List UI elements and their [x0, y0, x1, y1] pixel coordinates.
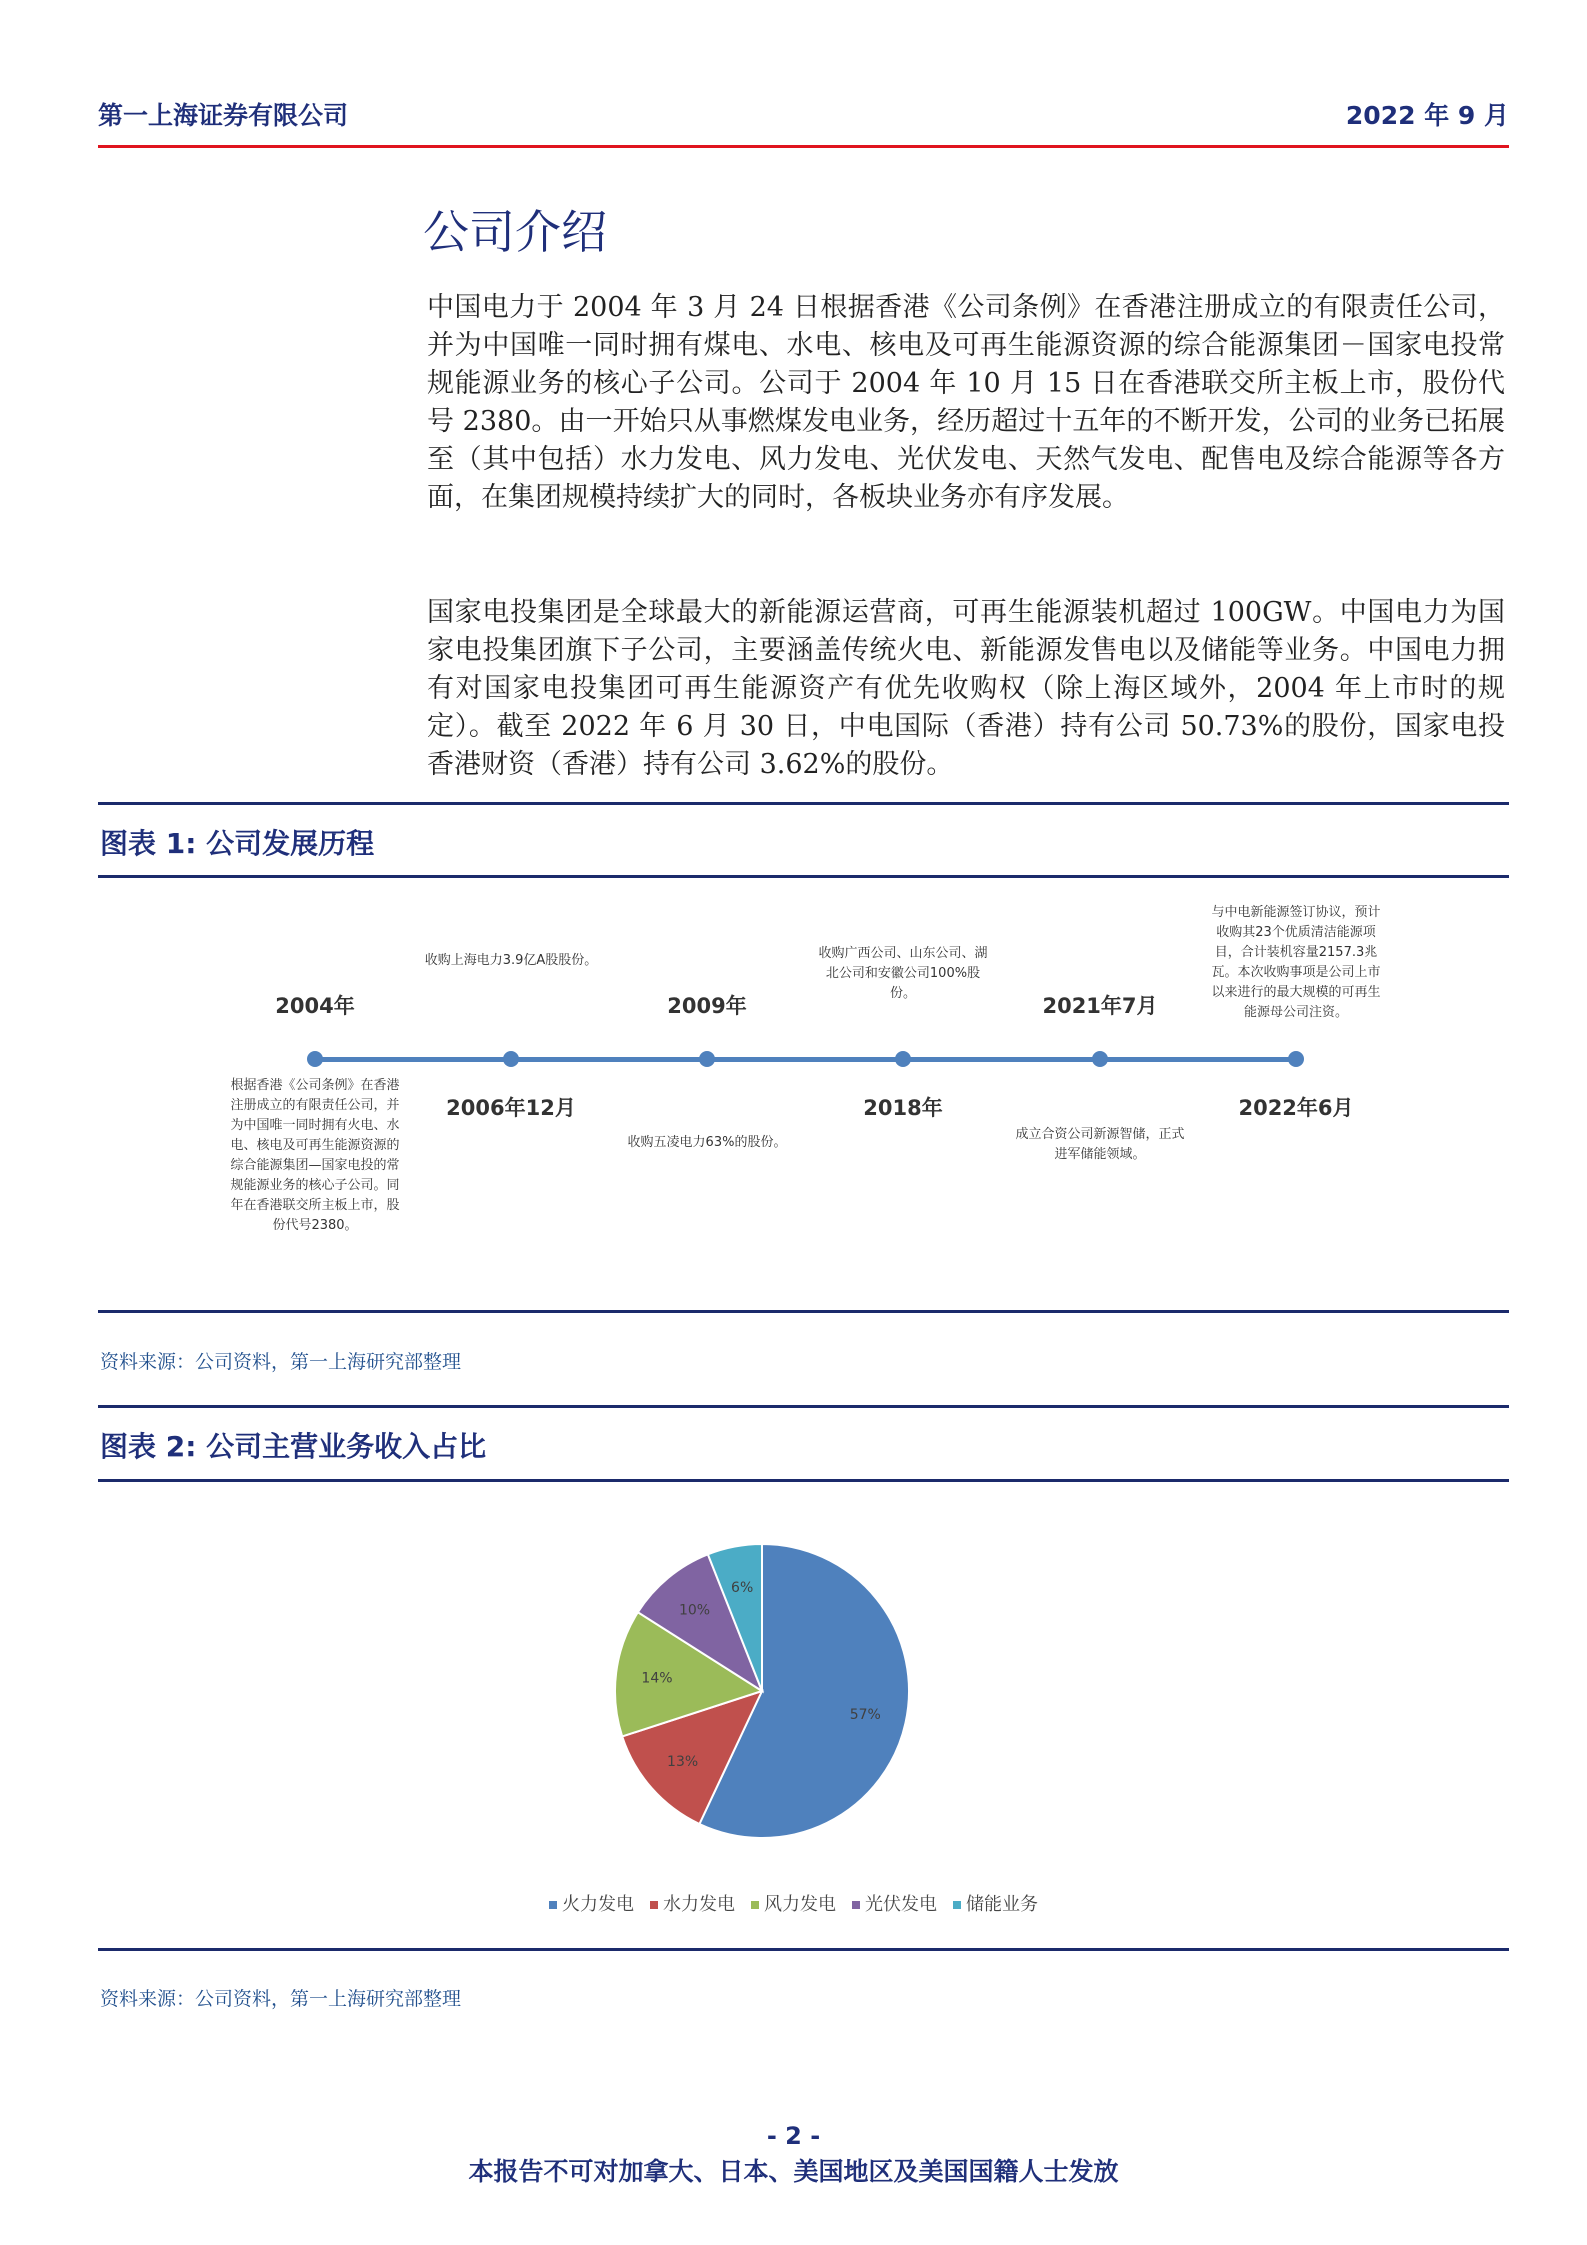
timeline-axis: [315, 1057, 1296, 1062]
pie-data-label: 57%: [849, 1707, 881, 1724]
legend-item: [852, 1894, 937, 1915]
figure1-title: 图表 1: 公司发展历程: [100, 827, 375, 860]
figure2-source: 资料来源：公司资料，第一上海研究部整理: [100, 1988, 462, 2010]
page-number: - 2 -: [766, 2122, 821, 2150]
timeline-node: [307, 1051, 323, 1067]
timeline-event-text: 收购上海电力3.9亿A股股份。: [424, 953, 598, 968]
timeline-date: 2004年: [275, 994, 355, 1018]
pie-data-label: 10%: [678, 1602, 711, 1619]
section-title: 公司介绍: [423, 205, 607, 259]
chart-legend: [0, 1890, 1587, 1916]
divider: [98, 1310, 1509, 1313]
timeline-event-text: 收购五凌电力63%的股份。: [627, 1135, 787, 1150]
paragraph-1: 中国电力于 2004 年 3 月 24 日根据香港《公司条例》在香港注册成立的有限责任公司，并为中国唯一同时拥有煤电、水电、核电及可再生能源资源的综合能源集团－国家电投常规能源业务的核心子公司。公司于 2004 年 10 月 15 日在香港联交所主板上市，股份代号 2380。由一开始只从事燃煤发电业务，经历超过十五年的不断开发，公司的业务已拓展至（其中包括）水力发电、风力发电、光伏发电、天然气发电、配售电及综合能源等各方面，在集团规模持续扩大的同时，各板块业务亦有序发展。: [427, 292, 1505, 513]
divider: [98, 802, 1509, 805]
timeline-event-text: 收购广西公司、山东公司、湖北公司和安徽公司100%股份。: [818, 946, 988, 1001]
legend-item: [953, 1894, 1038, 1915]
timeline-node: [1288, 1051, 1304, 1067]
timeline-node: [1092, 1051, 1108, 1067]
legend-label: 水力发电: [663, 1894, 735, 1915]
pie-chart: [0, 1481, 1587, 1881]
timeline-event-text: 根据香港《公司条例》在香港注册成立的有限责任公司，并为中国唯一同时拥有火电、水电、核电及可再生能源资源的综合能源集团—国家电投的常规能源业务的核心子公司。同年在香港联交所主板上市，股份代号2380。: [230, 1078, 400, 1233]
legend-swatch: [650, 1901, 658, 1909]
legend-label: 火力发电: [562, 1894, 634, 1915]
legend-swatch: [549, 1901, 557, 1909]
timeline-date: 2006年12月: [446, 1096, 576, 1120]
legend-item: [549, 1894, 634, 1915]
timeline-date: 2009年: [667, 994, 747, 1018]
figure1-source: 资料来源：公司资料，第一上海研究部整理: [100, 1351, 462, 1373]
timeline-event-text: 与中电新能源签订协议，预计收购其23个优质清洁能源项目，合计装机容量2157.3兆瓦。本次收购事项是公司上市以来进行的最大规模的可再生能源母公司注资。: [1211, 905, 1381, 1020]
legend-label: 储能业务: [966, 1894, 1038, 1915]
header-company: 第一上海证券有限公司: [98, 101, 349, 130]
timeline-event-text: 成立合资公司新源智储，正式进军储能领域。: [1015, 1127, 1185, 1162]
divider: [98, 1948, 1509, 1951]
timeline-date: 2022年6月: [1238, 1096, 1354, 1120]
header-date: 2022 年 9 月: [1345, 101, 1509, 130]
legend-label: 光伏发电: [865, 1894, 937, 1915]
footer-disclaimer: 本报告不可对加拿大、日本、美国地区及美国国籍人士发放: [468, 2157, 1119, 2186]
legend-swatch: [852, 1901, 860, 1909]
divider: [98, 1405, 1509, 1408]
figure2-title: 图表 2: 公司主营业务收入占比: [100, 1430, 487, 1463]
legend-swatch: [953, 1901, 961, 1909]
legend-label: 风力发电: [764, 1894, 836, 1915]
divider: [98, 875, 1509, 878]
paragraph-2: 国家电投集团是全球最大的新能源运营商，可再生能源装机超过 100GW。中国电力为国家电投集团旗下子公司，主要涵盖传统火电、新能源发售电以及储能等业务。中国电力拥有对国家电投集团可再生能源资产有优先收购权（除上海区域外，2004 年上市时的规定）。截至 2022 年 6 月 30 日，中电国际（香港）持有公司 50.73%的股份，国家电投香港财资（香港）持有公司 3.62%的股份。: [427, 597, 1505, 780]
pie-data-label: 6%: [731, 1580, 754, 1597]
timeline-node: [503, 1051, 519, 1067]
legend-item: [650, 1894, 735, 1915]
header-divider: [98, 145, 1509, 148]
timeline-date: 2021年7月: [1042, 994, 1158, 1018]
timeline-date: 2018年: [863, 1096, 943, 1120]
legend-swatch: [751, 1901, 759, 1909]
timeline-node: [699, 1051, 715, 1067]
pie-data-label: 14%: [641, 1670, 673, 1687]
pie-data-label: 13%: [667, 1753, 699, 1770]
legend-item: [751, 1894, 836, 1915]
timeline-node: [895, 1051, 911, 1067]
